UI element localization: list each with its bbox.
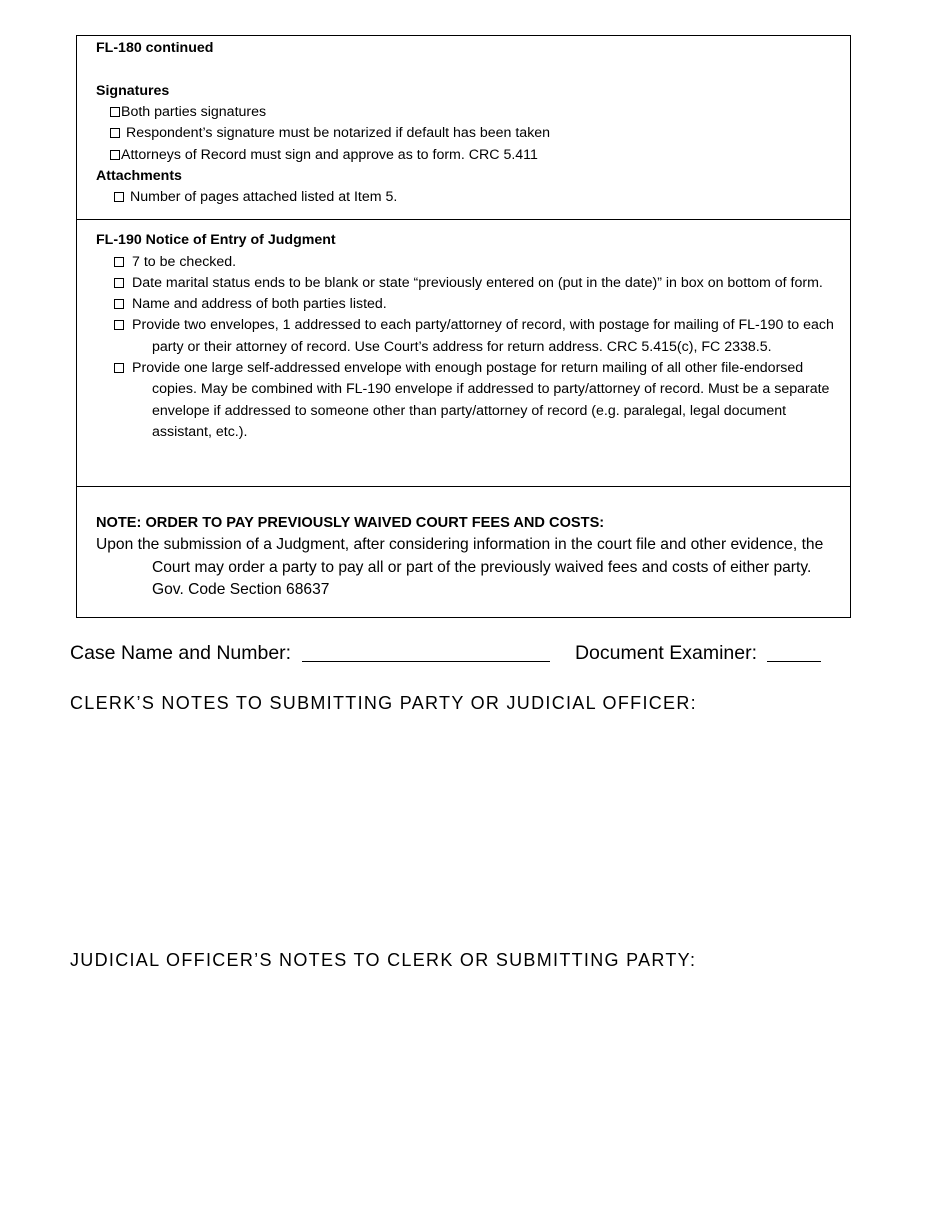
- document-examiner-label: Document Examiner:: [574, 642, 758, 664]
- item-label: Date marital status ends to be blank or state “previously entered on (put in the date)” in box on bottom of form.: [132, 274, 823, 291]
- clerk-notes-heading: CLERK’S NOTES TO SUBMITTING PARTY OR JUDICIAL OFFICER:: [70, 693, 697, 713]
- checklist-item: [96, 252, 836, 273]
- checklist-item: [96, 123, 836, 144]
- note-section: [77, 487, 850, 617]
- signatures-heading: Signatures: [96, 82, 170, 99]
- checklist-form: [76, 35, 851, 618]
- checkbox[interactable]: [114, 320, 124, 330]
- item-label: Respondent’s signature must be notarized if default has been taken: [126, 125, 551, 142]
- checkbox[interactable]: [110, 128, 120, 138]
- fl190-section: [77, 220, 850, 487]
- checkbox[interactable]: [110, 150, 120, 160]
- checklist-item: [96, 358, 836, 443]
- attachments-heading: Attachments: [96, 168, 182, 185]
- checklist-item: [96, 145, 836, 166]
- judicial-notes-heading: JUDICIAL OFFICER’S NOTES TO CLERK OR SUBMITTING PARTY:: [70, 950, 697, 970]
- checklist-item: [96, 273, 836, 294]
- item-label: Name and address of both parties listed.: [132, 296, 387, 313]
- item-label: Both parties signatures: [121, 104, 267, 121]
- checkbox[interactable]: [114, 257, 124, 267]
- item-label: Number of pages attached listed at Item 5.: [130, 189, 398, 206]
- note-title: NOTE: ORDER TO PAY PREVIOUSLY WAIVED COURT FEES AND COSTS:: [96, 515, 605, 531]
- checklist-item: [96, 102, 836, 123]
- checkbox[interactable]: [114, 278, 124, 288]
- checkbox[interactable]: [114, 299, 124, 309]
- fl190-heading: FL-190 Notice of Entry of Judgment: [96, 232, 336, 248]
- case-info-line: [70, 640, 821, 666]
- item-label: Attorneys of Record must sign and approve as to form. CRC 5.411: [121, 146, 538, 163]
- checkbox[interactable]: [110, 107, 120, 117]
- item-label: Provide two envelopes, 1 addressed to each party/attorney of record, with postage for mailing of FL-190 to each party or their attorney of record. Use Court’s address for return address. CRC 5.415(c), FC 2338.5.: [132, 317, 834, 355]
- checklist-item: [96, 315, 836, 358]
- checkbox[interactable]: [114, 363, 124, 373]
- checkbox[interactable]: [114, 192, 124, 202]
- case-name-field[interactable]: [302, 643, 550, 662]
- case-name-label: Case Name and Number:: [70, 642, 292, 664]
- fl180-header: FL-180 continued: [96, 40, 214, 56]
- item-label: 7 to be checked.: [132, 253, 237, 270]
- checklist-item: [96, 187, 836, 208]
- fl180-section: [77, 36, 850, 220]
- item-label: Provide one large self-addressed envelope with enough postage for return mailing of all other file-endorsed copies. May be combined with FL-190 envelope if addressed to party/attorney of record. Must be a separate envelope if addressed to someone other than party/attorney of record (e.g. paralegal, legal document assistant, etc.).: [132, 360, 830, 440]
- document-examiner-field[interactable]: [767, 643, 821, 662]
- checklist-item: [96, 294, 836, 315]
- note-body: Upon the submission of a Judgment, after considering information in the court file and other evidence, the Court may order a party to pay all or part of the previously waived fees and costs of either party. Gov. Code Section 68637: [96, 536, 824, 599]
